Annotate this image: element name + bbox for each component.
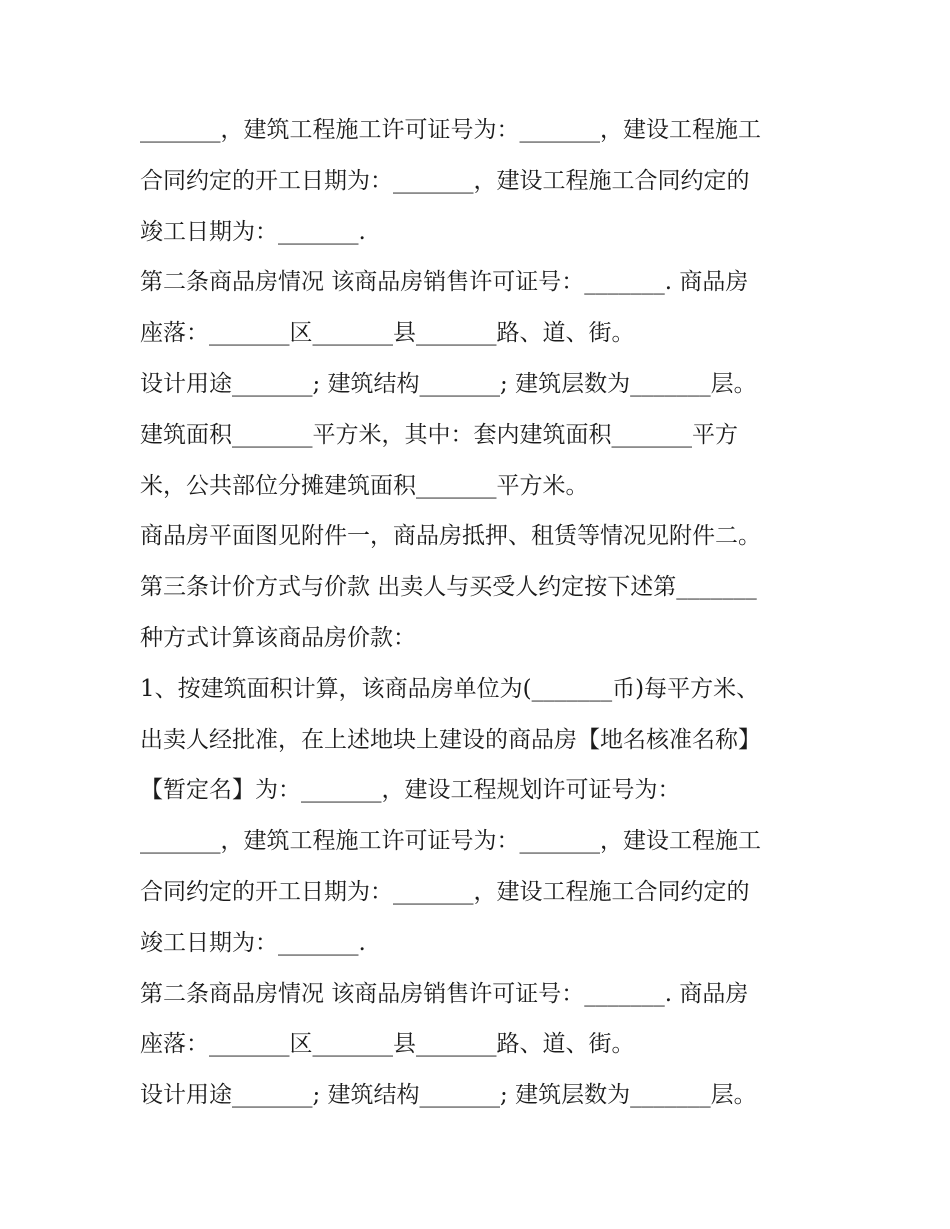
text-line: 合同约定的开工日期为：_______，建设工程施工合同约定的	[140, 167, 750, 194]
text-line: 出卖人经批准，在上述地块上建设的商品房【地名核准名称】	[140, 726, 761, 753]
text-line: 设计用途_______; 建筑结构_______; 建筑层数为_______层。	[140, 1082, 757, 1109]
text-line: 竣工日期为：_______.	[140, 929, 366, 956]
text-line: 【暂定名】为：_______，建设工程规划许可证号为：	[140, 777, 681, 804]
text-line: 第三条计价方式与价款 出卖人与买受人约定按下述第_______	[140, 574, 757, 601]
text-line: 合同约定的开工日期为：_______，建设工程施工合同约定的	[140, 878, 750, 905]
text-line: 商品房平面图见附件一，商品房抵押、租赁等情况见附件二。	[140, 523, 761, 550]
text-line: 座落：_______区_______县_______路、道、街。	[140, 1031, 635, 1058]
text-line: 第二条商品房情况 该商品房销售许可证号：_______. 商品房	[140, 980, 749, 1007]
text-line: _______，建筑工程施工许可证号为：_______，建设工程施工	[140, 828, 761, 855]
document-body	[140, 105, 810, 1121]
text-line: 1、按建筑面积计算，该商品房单位为(_______币)每平方米、	[140, 675, 760, 702]
text-line: 建筑面积_______平方米，其中：套内建筑面积_______平方	[140, 421, 738, 448]
text-line: 设计用途_______; 建筑结构_______; 建筑层数为_______层。	[140, 370, 757, 397]
text-line: 竣工日期为：_______.	[140, 218, 366, 245]
text-line: 座落：_______区_______县_______路、道、街。	[140, 320, 635, 347]
text-line: 种方式计算该商品房价款：	[140, 624, 416, 651]
text-line: 第二条商品房情况 该商品房销售许可证号：_______. 商品房	[140, 269, 749, 296]
text-line: 米，公共部位分摊建筑面积_______平方米。	[140, 472, 589, 499]
text-line: _______，建筑工程施工许可证号为：_______，建设工程施工	[140, 117, 761, 143]
